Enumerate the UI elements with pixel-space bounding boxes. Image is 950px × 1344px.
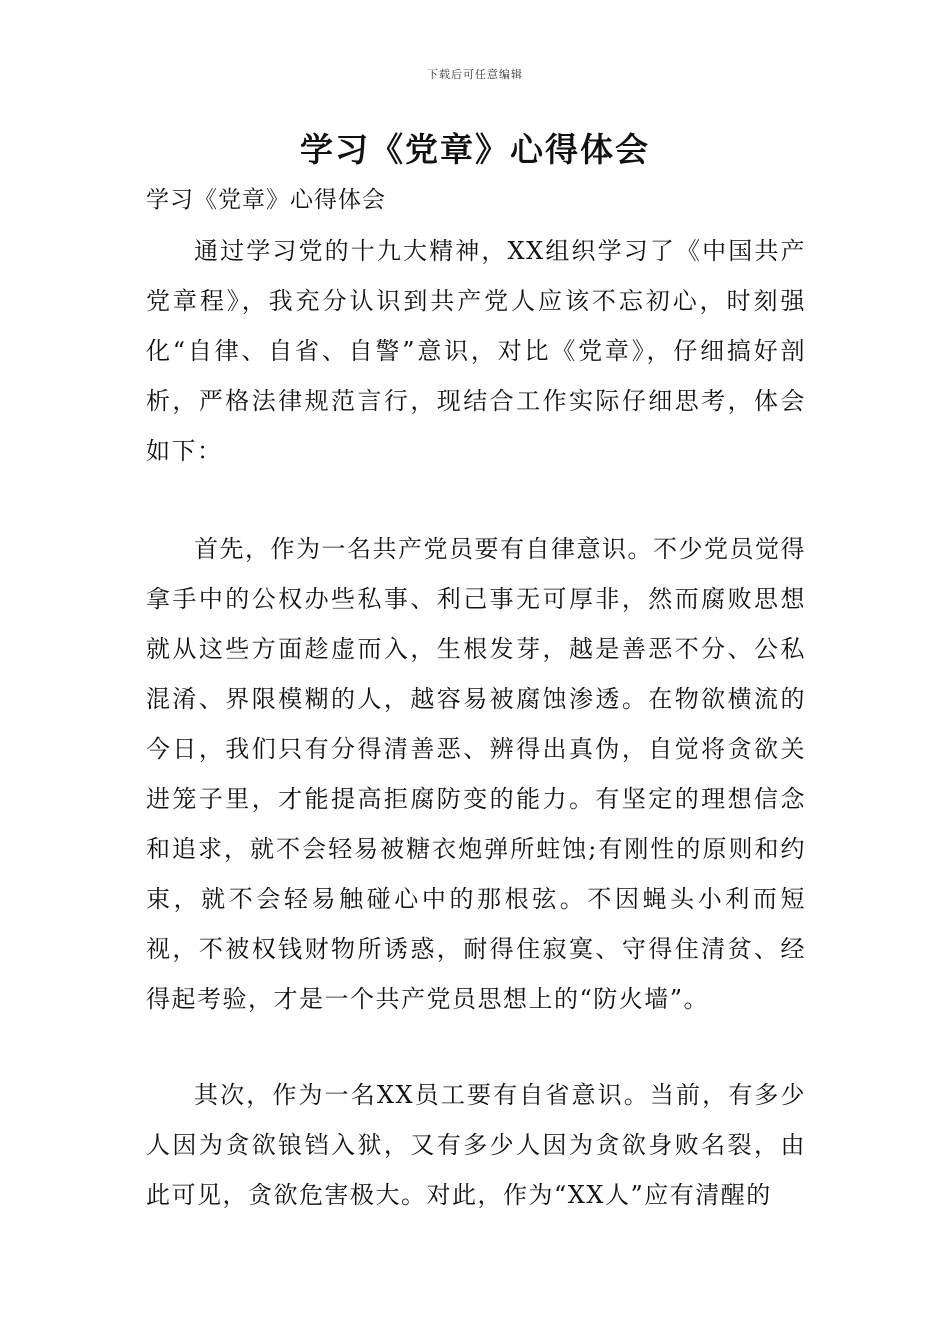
paragraph-self-discipline (146, 524, 806, 1024)
paragraph-text: 通过学习党的十九大精神，XX组织学习了《中国共产党章程》，我充分认识到共产党人应该不忘初心，时刻强化“自律、自省、自警”意识，对比《党章》，仔细搞好剖析，严格法律规范言行，现结合工作实际仔细思考，体会如下： (146, 237, 806, 465)
paragraph-text: 其次，作为一名XX员工要有自省意识。当前，有多少人因为贪欲锒铛入狱，又有多少人因为贪欲身败名裂，由此可见，贪欲危害极大。对此，作为“XX人”应有清醒的 (146, 1081, 806, 1209)
document-subtitle: 学习《党章》心得体会 (146, 187, 386, 213)
document-title: 学习《党章》心得体会 (300, 130, 650, 169)
paragraph-text: 首先，作为一名共产党员要有自律意识。不少党员觉得拿手中的公权办些私事、利己事无可厚非，然而腐败思想就从这些方面趁虚而入，生根发芽，越是善恶不分、公私混淆、界限模糊的人，越容易被腐蚀渗透。在物欲横流的今日，我们只有分得清善恶、辨得出真伪，自觉将贪欲关进笼子里，才能提高拒腐防变的能力。有坚定的理想信念和追求，就不会轻易被糖衣炮弹所蛀蚀;有刚性的原则和约束，就不会轻易触碰心中的那根弦。不因蝇头小利而短视，不被权钱财物所诱惑，耐得住寂寞、守得住清贫、经得起考验，才是一个共产党员思想上的“防火墙”。 (146, 535, 806, 1013)
header-note: 下载后可任意编辑 (427, 68, 523, 81)
paragraph-intro (146, 226, 806, 476)
paragraph-self-reflection (146, 1070, 806, 1220)
